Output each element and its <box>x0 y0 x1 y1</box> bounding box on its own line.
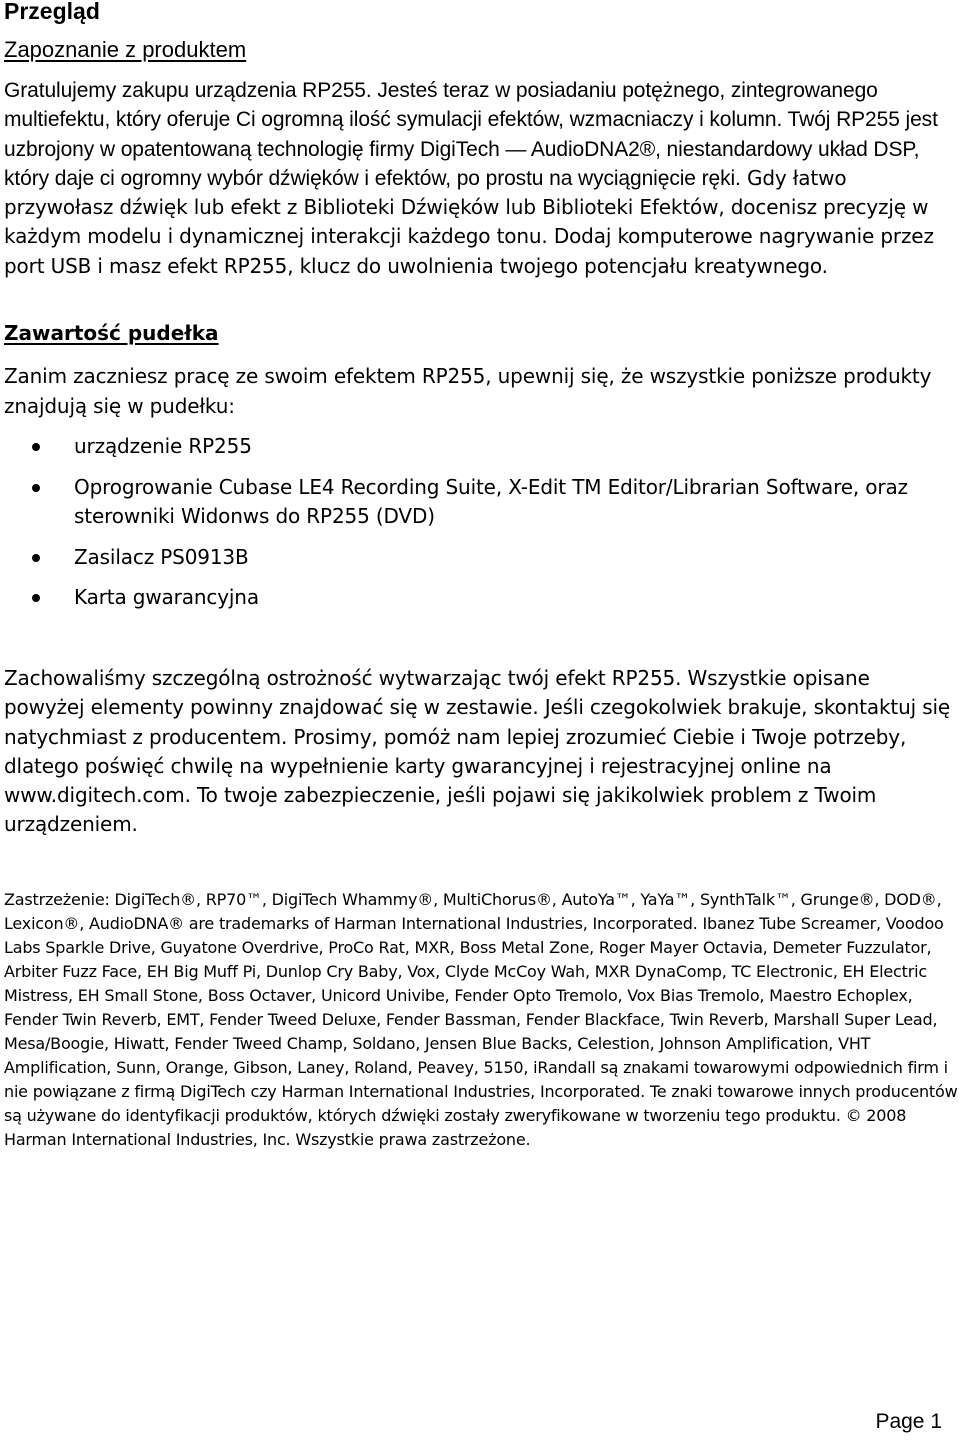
box-contents-heading: Zawartość pudełka <box>4 321 219 345</box>
bullet-icon <box>32 443 40 451</box>
list-item-text: Zasilacz PS0913B <box>74 544 249 569</box>
list-item <box>0 473 934 532</box>
box-contents-list <box>0 432 960 624</box>
closing-paragraph: Zachowaliśmy szczególną ostrożność wytwarzając twój efekt RP255. Wszystkie opisane powyżej elementy powinny znajdować się w zestawie. Jeśli czegokolwiek brakuje, skontaktuj się natychmiast z producentem. Prosimy, pomóż nam lepiej zrozumieć Ciebie i Twoje potrzeby, dlatego poświęć chwilę na wypełnienie karty gwarancyjnej i rejestracyjnej online na www.digitech.com. To twoje zabezpieczenie, jeśli pojawi się jakikolwiek problem z Twoim urządzeniem. <box>4 666 951 837</box>
page-number: Page 1 <box>875 1410 942 1433</box>
bullet-icon <box>32 554 40 562</box>
section-subtitle: Zapoznanie z produktem <box>4 37 247 62</box>
bullet-icon <box>32 594 40 602</box>
bullet-icon <box>32 484 40 492</box>
list-item-text: Oprogrowanie Cubase LE4 Recording Suite, X-Edit TM Editor/Librarian Software, oraz sterowniki Widonws do RP255 (DVD) <box>74 474 908 528</box>
intro-text-part-2: Gdy łatwo przywołasz dźwięk lub efekt z Biblioteki Dźwięków lub Biblioteki Efektów, docenisz precyzję w każdym modelu i dynamicznej interakcji każdego tonu. Dodaj komputerowe nagrywanie przez port USB i masz efekt RP255, klucz do uwolnienia twojego potencjału kreatywnego. <box>4 165 934 278</box>
intro-paragraph <box>4 76 949 281</box>
list-item <box>0 543 934 573</box>
page-title: Przegląd <box>4 0 100 24</box>
box-contents-intro: Zanim zaczniesz pracę ze swoim efektem RP255, upewnij się, że wszystkie poniższe produkty znajdują się w pudełku: <box>4 364 932 418</box>
list-item <box>0 583 934 613</box>
intro-text-part-1: Gratulujemy zakupu urządzenia RP255. Jesteś teraz w posiadaniu potężnego, zintegrowanego multiefektu, który oferuje Ci ogromną ilość symulacji efektów, wzmacniaczy i kolumn. Twój RP255 jest uzbrojony w opatentowaną technologię firmy DigiTech — AudioDNA2®, niestandardowy układ DSP, który daje ci ogromny wybór dźwięków i efektów, po prostu na wyciągnięcie ręki. <box>4 79 938 190</box>
list-item-text: Karta gwarancyjna <box>74 585 259 609</box>
trademark-disclaimer: Zastrzeżenie: DigiTech®, RP70™, DigiTech Whammy®, MultiChorus®, AutoYa™, YaYa™, SynthTalk™, Grunge®, DOD®, Lexicon®, AudioDNA® are trademarks of Harman International Industries, Incorporated. Ibanez Tube Screamer, Voodoo Labs Sparkle Drive, Guyatone Overdrive, ProCo Rat, MXR, Boss Metal Zone, Roger Mayer Octavia, Demeter Fuzzulator, Arbiter Fuzz Face, EH Big Muff Pi, Dunlop Cry Baby, Vox, Clyde McCoy Wah, MXR DynaComp, TC Electronic, EH Electric Mistress, EH Small Stone, Boss Octaver, Unicord Univibe, Fender Opto Tremolo, Vox Bias Tremolo, Maestro Echoplex, Fender Twin Reverb, EMT, Fender Tweed Deluxe, Fender Bassman, Fender Blackface, Twin Reverb, Marshall Super Lead, Mesa/Boogie, Hiwatt, Fender Tweed Champ, Soldano, Jensen Blue Backs, Celestion, Johnson Amplification, VHT Amplification, Sunn, Orange, Gibson, Laney, Roland, Peavey, 5150, iRandall są znakami towarowymi odpowiednich firm i nie powiązane z firmą DigiTech czy Harman International Industries, Incorporated. Te znaki towarowe innych producentów są używane do identyfikacji produktów, których dźwięki zostały zweryfikowane w tworzeniu tego produktu. © 2008 Harman International Industries, Inc. Wszystkie prawa zastrzeżone. <box>4 890 958 1149</box>
list-item <box>0 432 934 462</box>
list-item-text: urządzenie RP255 <box>74 434 252 458</box>
